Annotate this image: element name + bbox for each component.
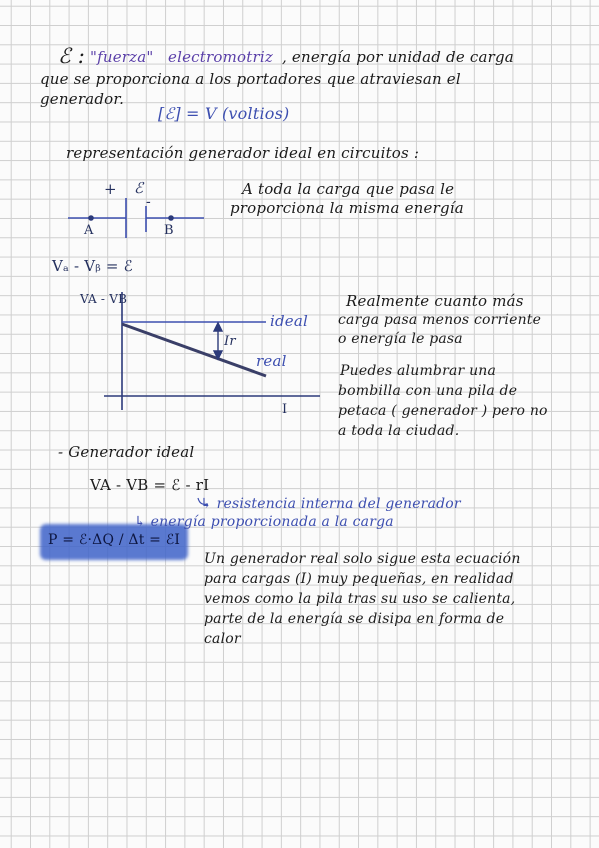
annotation-internal-resistance: ↳ resistencia interna del generador [200,496,461,512]
graph-axes [104,292,320,410]
fuerza-word: "fuerza" [90,48,154,66]
graph-note-1-line-3: o energía le pasa [338,331,463,347]
graph-note-2-line-1: Puedes alumbrar una [340,363,497,379]
drop-arrow [214,323,222,359]
definition-line-1: , energía por unidad de carga [282,48,514,66]
voltage-equation: Vₐ - Vᵦ = ℰ [52,257,133,275]
node-b-label: B [164,223,174,238]
final-note-line-3: vemos como la pila tras su uso se calienta, [204,591,516,607]
ideal-label: ideal [270,312,309,330]
emf-symbol: ℰ : [58,44,86,68]
units-equation: [ℰ] = V (voltios) [158,104,290,123]
section-heading: - Generador ideal [58,443,195,461]
emf-label: ℰ [134,179,144,197]
real-label: real [256,352,287,370]
definition-line-2: que se proporciona a los portadores que atraviesan el [40,70,461,88]
final-note-line-4: parte de la energía se disipa en forma de [204,611,505,627]
annotation-energy: ↳ energía proporcionada a la carga [134,514,394,530]
electromotriz-word: electromotriz [168,48,273,66]
graph-y-label: VA - VB [80,292,128,306]
graph-note-2-line-3: petaca ( generador ) pero no [338,403,548,419]
graph-note-2-line-2: bombilla con una pila de [338,383,518,399]
drop-label: Ir [224,334,236,349]
node-a-dot [88,215,94,221]
circuit-heading: representación generador ideal en circuitos : [66,144,420,162]
node-b-dot [168,215,174,221]
graph-note-2-line-4: a toda la ciudad. [338,423,460,439]
plus-sign: + [104,180,117,198]
minus-sign: - [146,194,151,210]
graph-note-1-line-2: carga pasa menos corriente [338,312,542,328]
definition-line-3: generador. [40,90,125,108]
graph-note-1-line-1: Realmente cuanto más [346,292,524,310]
circuit-note-line-1: A toda la carga que pasa le [242,180,455,198]
real-equation: VA - VB = ℰ - rI [90,476,210,494]
final-note-line-5: calor [204,631,241,647]
final-note-line-1: Un generador real solo sigue esta ecuación [204,551,521,567]
final-note-line-2: para cargas (I) muy pequeñas, en realidad [204,571,514,587]
graph-x-label: I [282,402,288,417]
power-equation: P = ℰ·ΔQ / Δt = ℰI [48,532,181,548]
circuit-note-line-2: proporciona la misma energía [230,199,464,217]
node-a-label: A [84,223,94,238]
real-line [122,324,266,376]
